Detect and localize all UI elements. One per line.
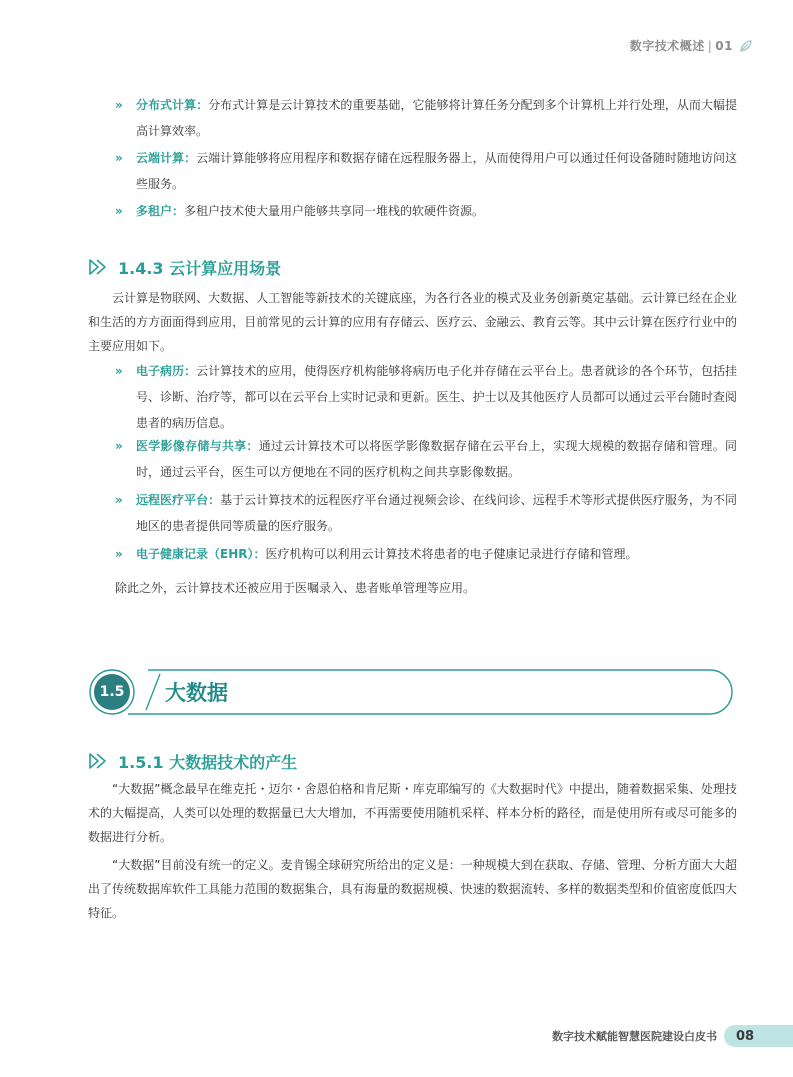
bullet-medical-imaging [115,433,737,485]
bullet-text: 云计算技术的应用，使得医疗机构能够将病历电子化并存储在云平台上。患者就诊的各个环节，包括挂号、诊断、治疗等，都可以在云平台上实时记录和更新。医生、护士以及其他医疗人员都可以通过云平台随时查阅患者的病历信息。 [136,364,737,430]
page-number: 08 [724,1025,793,1047]
bullet-marker-icon: » [115,493,123,507]
bullet-term: 远程医疗平台： [136,493,221,507]
chapter-number: 1.5 [99,684,125,700]
bullet-text: 基于云计算技术的远程医疗平台通过视频会诊、在线问诊、远程手术等形式提供医疗服务，为不同地区的患者提供同等质量的医疗服务。 [136,493,737,533]
header-separator: | [707,38,713,53]
bullet-marker-icon: » [115,364,123,378]
bullet-term: 云端计算： [136,151,197,165]
paragraph-big-data-origin: “大数据”概念最早在维克托・迈尔・舍恩伯格和肯尼斯・库克耶编写的《大数据时代》中提出，随着数据采集、处理技术的大幅提高，人类可以处理的数据量已大大增加，不再需要使用随机采样、样本分析的路径，而是使用所有或尽可能多的数据进行分析。 [88,782,737,844]
bullet-text: 分布式计算是云计算技术的重要基础，它能够将计算任务分配到多个计算机上并行处理，从而大幅提高计算效率。 [136,98,737,138]
paragraph-big-data-definition: “大数据”目前没有统一的定义。麦肯锡全球研究所给出的定义是：一种规模大到在获取、存储、管理、分析方面大大超出了传统数据库软件工具能力范围的数据集合，具有海量的数据规模、快速的数据流转、多样的数据类型和价值密度低四大特征。 [88,858,737,920]
bullet-ehr [115,541,737,567]
bullet-term: 多租户： [136,204,185,218]
section-heading-text: 1.4.3 云计算应用场景 [118,258,282,278]
bullet-text: 通过云计算技术可以将医学影像数据存储在云平台上，实现大规模的数据存储和管理。同时，通过云平台，医生可以方便地在不同的医疗机构之间共享影像数据。 [136,439,737,479]
running-header [630,37,753,54]
bullet-marker-icon: » [115,204,123,218]
bullet-term: 分布式计算： [136,98,209,112]
page-footer [552,1025,793,1047]
bullet-distributed-computing [115,92,737,144]
bullet-text: 云端计算能够将应用程序和数据存储在远程服务器上，从而使得用户可以通过任何设备随时随地访问这些服务。 [136,151,737,191]
section-heading-1-4-3 [88,254,281,280]
bullet-text: 医疗机构可以利用云计算技术将患者的电子健康记录进行存储和管理。 [265,547,638,561]
leaf-logo-icon [739,39,753,53]
bullet-marker-icon: » [115,547,123,561]
play-arrow-icon [88,752,108,770]
bullet-term: 医学影像存储与共享： [136,439,259,453]
bullet-marker-icon: » [115,98,123,112]
bullet-multi-tenant [115,198,737,224]
chapter-title: 大数据 [165,681,228,705]
section-heading-text: 1.5.1 大数据技术的产生 [118,752,298,772]
footer-book-title: 数字技术赋能智慧医院建设白皮书 [552,1030,717,1043]
header-title: 数字技术概述 [629,39,705,53]
bullet-marker-icon: » [115,151,123,165]
bullet-cloud-computing [115,145,737,197]
bullet-telemedicine-platform [115,487,737,539]
header-chapter-number: 01 [715,38,733,53]
section-heading-1-5-1 [88,748,297,774]
bullet-marker-icon: » [115,439,123,453]
bullet-electronic-medical-record [115,358,737,436]
play-arrow-icon [88,258,108,276]
section-intro-paragraph: 云计算是物联网、大数据、人工智能等新技术的关键底座，为各行各业的模式及业务创新奠定基础。云计算已经在企业和生活的方方面面得到应用，目前常见的云计算的应用有存储云、医疗云、金融云、教育云等。其中云计算在医疗行业中的主要应用如下。 [88,291,737,353]
bullet-term: 电子病历： [136,364,197,378]
chapter-banner [88,668,735,716]
bullet-term: 电子健康记录（EHR）： [136,547,266,561]
section-outro-paragraph: 除此之外，云计算技术还被应用于医嘱录入、患者账单管理等应用。 [115,581,476,595]
bullet-text: 多租户技术使大量用户能够共享同一堆栈的软硬件资源。 [184,204,485,218]
